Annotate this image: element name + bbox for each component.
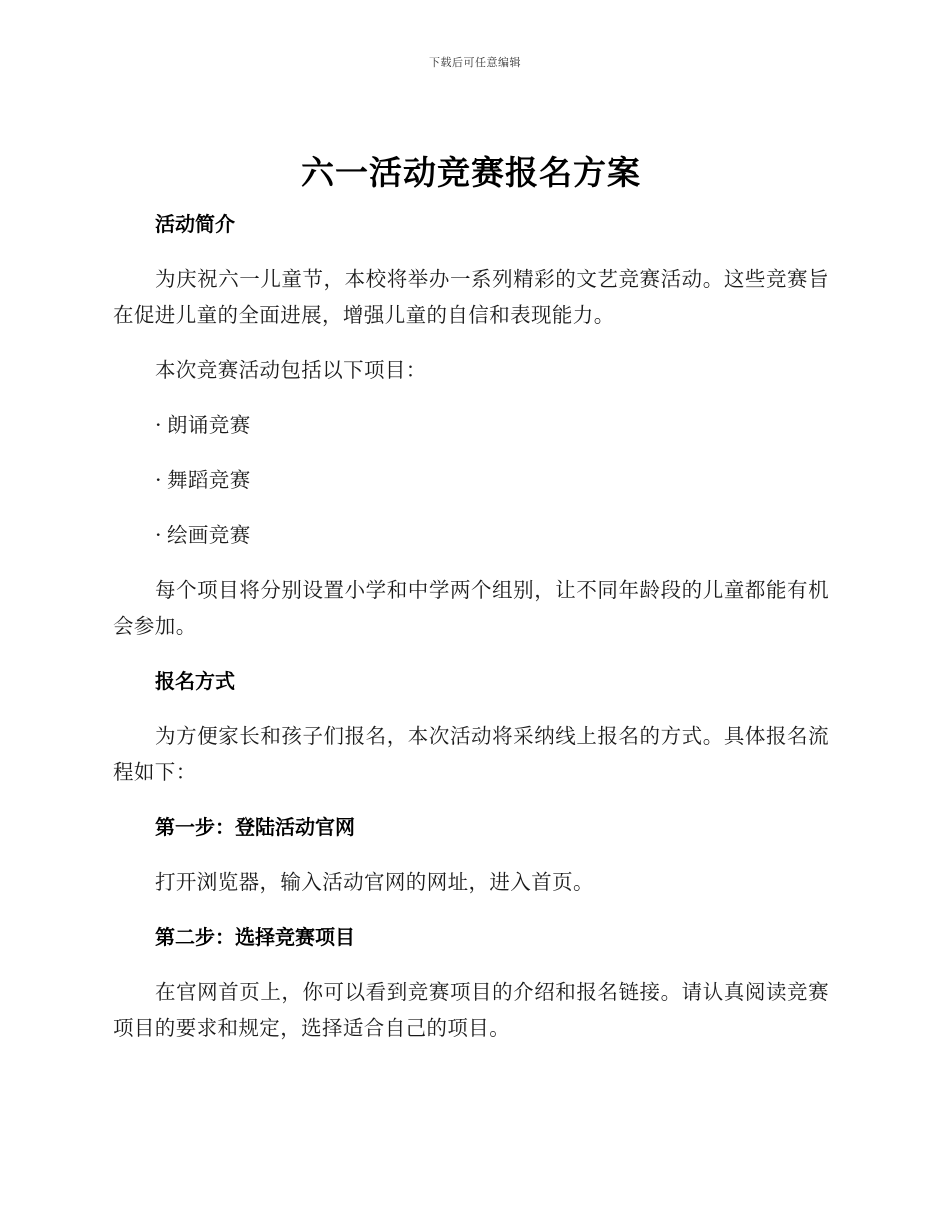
signup-paragraph-1: 为方便家长和孩子们报名，本次活动将采纳线上报名的方式。具体报名流程如下： xyxy=(113,724,829,784)
section-heading-intro: 活动简介 xyxy=(155,212,235,236)
step1-paragraph: 打开浏览器，输入活动官网的网址，进入首页。 xyxy=(155,870,594,894)
step2-paragraph: 在官网首页上，你可以看到竞赛项目的介绍和报名链接。请认真阅读竞赛项目的要求和规定，选择适合自己的项目。 xyxy=(113,980,829,1040)
document-body xyxy=(113,150,829,1065)
intro-paragraph-3: 每个项目将分别设置小学和中学两个组别，让不同年龄段的儿童都能有机会参加。 xyxy=(113,578,829,638)
intro-paragraph-1: 为庆祝六一儿童节，本校将举办一系列精彩的文艺竞赛活动。这些竞赛旨在促进儿童的全面进展，增强儿童的自信和表现能力。 xyxy=(113,267,829,327)
section-heading-signup: 报名方式 xyxy=(155,669,235,693)
bullet-marker: · xyxy=(155,523,162,547)
intro-paragraph-2: 本次竞赛活动包括以下项目： xyxy=(155,358,427,382)
list-item xyxy=(113,517,829,553)
document-title: 六一活动竞赛报名方案 xyxy=(301,153,641,192)
list-item-text: 朗诵竞赛 xyxy=(167,413,251,437)
bullet-marker: · xyxy=(155,468,162,492)
list-item xyxy=(113,407,829,443)
list-item-text: 绘画竞赛 xyxy=(167,523,251,547)
header-note: 下载后可任意编辑 xyxy=(429,56,521,69)
list-item-text: 舞蹈竞赛 xyxy=(167,468,251,492)
step2-heading: 第二步：选择竞赛项目 xyxy=(155,925,355,949)
list-item xyxy=(113,462,829,498)
bullet-marker: · xyxy=(155,413,162,437)
step1-heading: 第一步：登陆活动官网 xyxy=(155,815,355,839)
